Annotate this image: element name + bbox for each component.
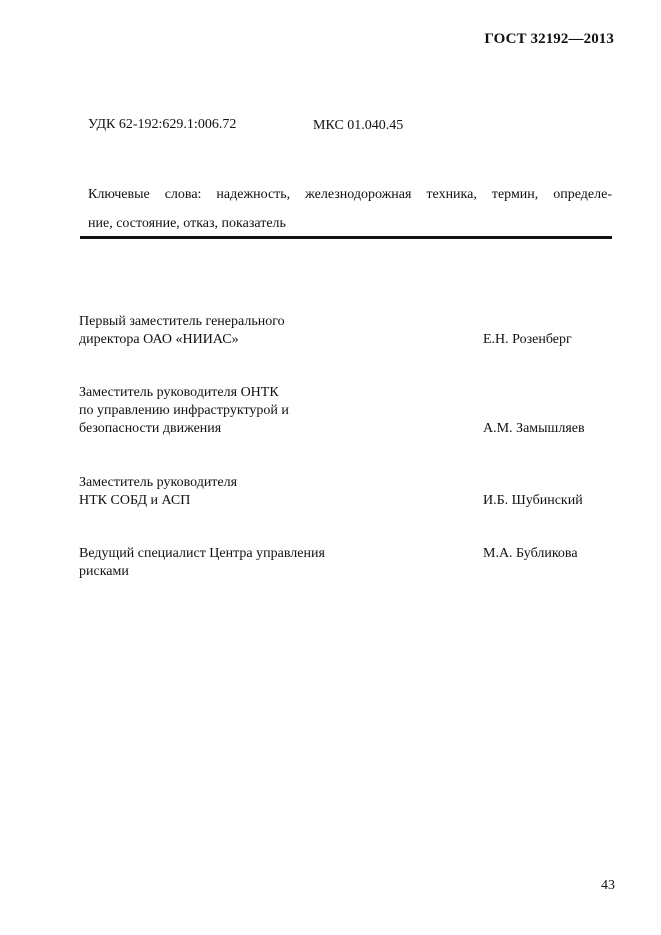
keywords-line-2: ние, состояние, отказ, показатель: [88, 216, 286, 231]
signature-block: [79, 474, 613, 510]
signatory-position-line: директора ОАО «НИИАС»: [79, 332, 239, 347]
signatory-position-line: Заместитель руководителя ОНТК: [79, 385, 279, 400]
standard-designation: ГОСТ 32192—2013: [484, 31, 614, 47]
page-number: 43: [601, 878, 615, 893]
signatory-position-line: Заместитель руководителя: [79, 475, 238, 490]
mks-code: МКС 01.040.45: [313, 118, 404, 133]
signatory-position-line: рисками: [79, 564, 129, 579]
signature-block: [79, 384, 613, 438]
keywords-line-1: Ключевые слова: надежность, железнодорожная техника, термин, определе-: [88, 187, 612, 202]
signatory-name: Е.Н. Розенберг: [483, 332, 572, 347]
signatory-position-line: безопасности движения: [79, 421, 222, 436]
udk-code: УДК 62-192:629.1:006.72: [88, 117, 237, 132]
keywords-paragraph: [88, 180, 612, 238]
signatory-name: А.М. Замышляев: [483, 421, 585, 436]
signatory-position-line: НТК СОБД и АСП: [79, 493, 191, 508]
signatory-position-line: Ведущий специалист Центра управления: [79, 546, 325, 561]
signatory-position-line: Первый заместитель генерального: [79, 314, 285, 329]
signature-block: [79, 545, 613, 581]
signatory-position-line: по управлению инфраструктурой и: [79, 403, 289, 418]
signatory-name: И.Б. Шубинский: [483, 493, 583, 508]
signatory-name: М.А. Бубликова: [483, 546, 578, 561]
signature-block: [79, 313, 613, 349]
separator-rule: [80, 236, 612, 239]
